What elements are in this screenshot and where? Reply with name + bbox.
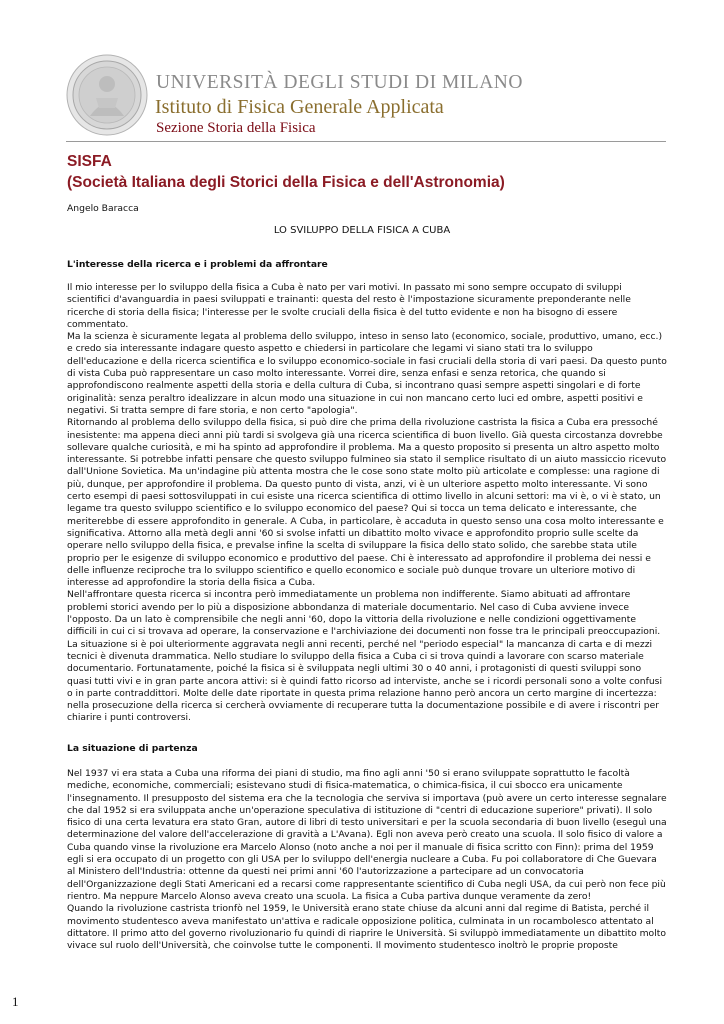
paragraph: Il mio interesse per lo sviluppo della fisica a Cuba è nato per vari motivi. In passato mi sono sempre occupato di sviluppi scientifici d'avanguardia in paesi sviluppati e trainanti: questa del resto è l'impostazione sicuramente preponderante nelle ricerche di storia della fisica; l'interesse per le svolte cruciali della fisica è del tutto evidente e non ha bisogno di essere commentato. [67,282,631,330]
section-name: Sezione Storia della Fisica [156,120,316,136]
society-full-name: (Società Italiana degli Storici della Fisica e dell'Astronomia) [67,173,505,191]
paragraph: Quando la rivoluzione castrista trionfò nel 1959, le Università erano state chiuse da alcuni anni dal regime di Batista, perché il movimento studentesco aveva manifestato un'attiva e radicale opposizione politica, culminata in un rocambolesco attentato al dittatore. Il primo atto del governo rivoluzionario fu quindi di riaprire le Università. Si sviluppò immediatamente un dibattito molto vivace sul ruolo dell'Università, che coinvolse tutte le componenti. Il movimento studentesco inoltrò le proprie proposte [67,903,666,952]
page-number: 1 [12,994,19,1009]
section-heading: L'interesse della ricerca e i problemi da affrontare [67,259,328,270]
paragraph: Nell'affrontare questa ricerca si incontra però immediatamente un problema non indifferente. Siamo abituati ad affrontare problemi storici avendo per lo più a disposizione abbondanza di materiale documentario. Nel caso di Cuba avviene invece l'opposto. Da un lato è comprensibile che negli anni '60, dopo la vittoria della rivoluzione e nelle condizioni oggettivamente difficili in cui ci si trovava ad operare, la conservazione e l'archiviazione dei documenti non fosse tra le principali preoccupazioni. La situazione si è poi ulteriormente aggravata negli anni recenti, perché nel "periodo especial" la mancanza di carta e di mezzi tecnici è divenuta drammatica. Nello studiare lo sviluppo della fisica a Cuba ci si trova quindi a lavorare con scarso materiale documentario. Fortunatamente, poiché la fisica si è sviluppata negli ultimi 30 o 40 anni, i protagonisti di questi sviluppi sono quasi tutti vivi e in gran parte ancora attivi: si è quindi fatto ricorso ad interviste, anche se i ricordi personali sono a volte confusi o in parte contraddittori. Molte delle date riportate in questa prima relazione hanno però ancora un certo margine di incertezza: nella prosecuzione della ricerca si cercherà ovviamente di recuperare tutta la documentazione possibile e di avere i riscontri per chiarire i punti controversi. [67,589,663,724]
author-name: Angelo Baracca [67,203,139,214]
document-title: LO SVILUPPO DELLA FISICA A CUBA [273,225,451,236]
section-body [67,282,667,725]
paragraph: Ma la scienza è sicuramente legata al problema dello sviluppo, inteso in senso lato (economico, sociale, produttivo, umano, ecc.) e credo sia interessante indagare questo aspetto e chiedersi in particolare che legami vi siano stati tra lo sviluppo dell'educazione e della ricerca scientifica e lo sviluppo economico-sociale in fasi cruciali della storia di vari paesi. Da questo punto di vista Cuba può rappresentare un caso molto interessante. Vorrei dire, senza enfasi e senza retorica, che quando si approfondiscono realmente aspetti della storia e della cultura di Cuba, si incontrano quasi sempre aspetti singolari e di forte originalità: senza peraltro idealizzare in alcun modo una situazione in cui non mancano certo luci ed ombre, aspetti positivi e negativi. Si tratta sempre di fare storia, e non certo "apologia". [67,331,667,416]
university-seal-logo [66,54,148,136]
institution-header [66,50,666,146]
header-divider [66,141,666,142]
society-acronym: SISFA [67,153,112,170]
section-heading: La situazione di partenza [67,743,198,754]
society-title [67,152,505,193]
section-body [67,768,667,952]
paragraph: Ritornando al problema dello sviluppo della fisica, si può dire che prima della rivoluzione castrista la fisica a Cuba era pressoché inesistente: ma appena dieci anni più tardi si svolgeva già una ricerca scientifica di buon livello. Già questa circostanza dovrebbe sollevare qualche curiosità, e mi ha spinto ad approfondire il problema. Ma a questo proposito si presenta un altro aspetto molto interessante. Si potrebbe infatti pensare che questo sviluppo fulmineo sia stato il semplice risultato di un aiuto massiccio ricevuto dall'Unione Sovietica. Ma un'indagine più attenta mostra che le cose sono state molto più articolate e complesse: una ragione di più, dunque, per approfondire il problema. Da questo punto di vista, anzi, vi è un ulteriore aspetto molto interessante. Vi sono certo esempi di paesi sottosviluppati in cui esiste una ricerca scientifica di ottimo livello in alcuni settori: ma vi è, o vi è stato, un legame tra questo sviluppo scientifico e lo sviluppo economico del paese? Qui si tocca un tema delicato e interessante, che meriterebbe di essere approfondito in generale. A Cuba, in particolare, è accaduta in questo senso una cosa molto interessante e significativa. Attorno alla metà degli anni '60 si svolse infatti un dibattito molto vivace e approfondito proprio sulle scelte da operare nello sviluppo della fisica, e prevalse infine la scelta di sviluppare la fisica dello stato solido, che sarebbe stata utile proprio per le esigenze di sviluppo economico e produttivo del paese. Chi è interessato ad approfondire il problema dei nessi e delle influenze reciproche tra lo sviluppo scientifico e quello economico e sociale può dunque trovare un ulteriore motivo di interesse ad approfondire la storia della fisica a Cuba. [67,417,667,589]
institute-name: Istituto di Fisica Generale Applicata [155,96,444,118]
university-name: UNIVERSITÀ DEGLI STUDI DI MILANO [156,72,523,93]
paragraph: Nel 1937 vi era stata a Cuba una riforma dei piani di studio, ma fino agli anni '50 si erano sviluppate soprattutto le facoltà mediche, economiche, commerciali; esistevano studi di fisica-matematica, o chimica-fisica, il cui sbocco era unicamente l'insegnamento. Il presupposto del sistema era che la tecnologia che serviva si importava (può avere un certo interesse segnalare che dal 1952 si era sviluppata anche un'operazione speculativa di istituzione di "centri di educazione superiore" privati). Il solo fisico di una certa levatura era stato Gran, autore di libri di testo universitari e per la scuola secondaria di buon livello (eseguì una determinazione del valore dell'accelerazione di gravità a L'Avana). Egli non aveva però creato una scuola. Il solo fisico di valore a Cuba quando vinse la rivoluzione era Marcelo Alonso (noto anche a noi per il manuale di fisica scritto con Finn): prima del 1959 egli si era occupato di un progetto con gli USA per lo sviluppo dell'energia nucleare a Cuba. Fu poi collaboratore di Che Guevara al Ministero dell'Industria: ottenne da questi nei primi anni '60 l'autorizzazione a partecipare ad un convocatoria dell'Organizzazione degli Stati Americani ed a recarsi come rappresentante scientifico di Cuba negli USA, da cui però non fece più rientro. Ma neppure Marcelo Alonso aveva creato una scuola. La fisica a Cuba partiva dunque veramente da zero! [67,768,667,902]
